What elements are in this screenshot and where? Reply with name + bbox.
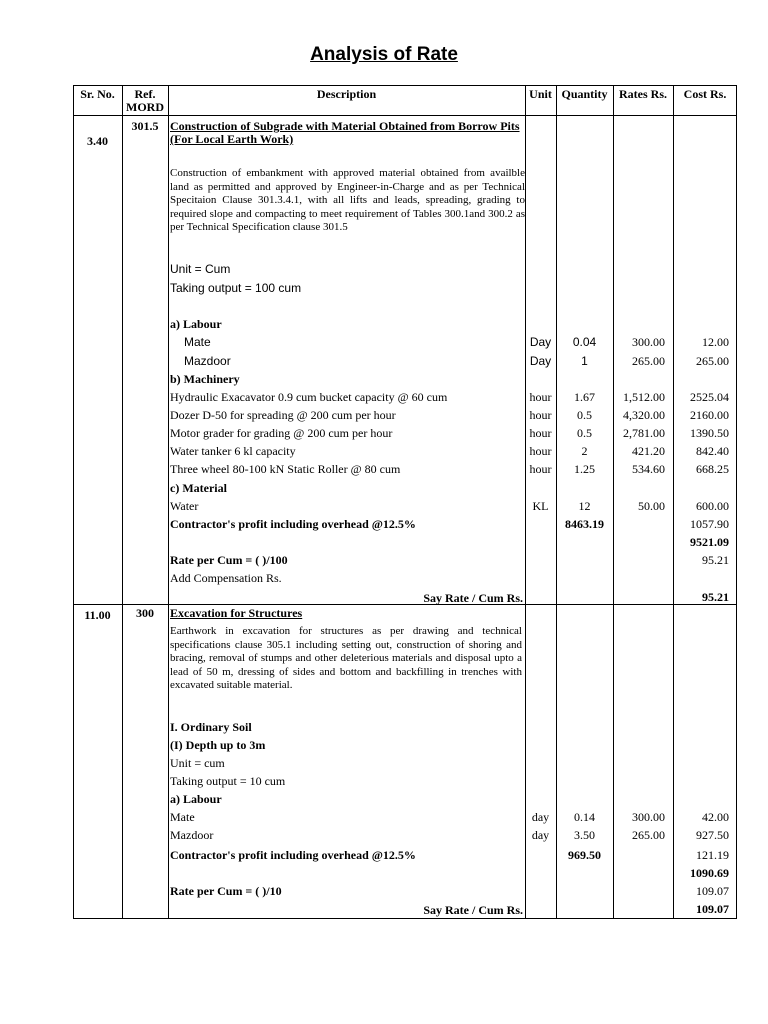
labour-heading: a) Labour <box>170 317 222 331</box>
list-item: Motor grader for grading @ 200 cum per hour <box>170 426 393 440</box>
output-line: Taking output = 100 cum <box>170 281 302 295</box>
unit-line: Unit = Cum <box>170 262 231 276</box>
cost-cell: 927.50 <box>696 828 729 842</box>
total-value: 9521.09 <box>690 535 729 549</box>
rate-formula: Rate per Cum = ( )/10 <box>170 884 282 898</box>
unit-cell: hour <box>529 426 552 440</box>
unit-cell: hour <box>529 408 552 422</box>
item-ref: 301.5 <box>131 119 159 133</box>
profit-value: 1057.90 <box>690 517 729 531</box>
item-ref: 300 <box>136 606 154 620</box>
rate-cell: 50.00 <box>638 499 665 513</box>
say-rate-value: 109.07 <box>696 902 729 916</box>
rate-cell: 421.20 <box>632 444 665 458</box>
cost-cell: 668.25 <box>696 462 729 476</box>
item-heading: Construction of Subgrade with Material Obtained from Borrow Pits (For Local Earth Work) <box>170 119 520 146</box>
header-description: Description <box>316 87 377 101</box>
cost-cell: 42.00 <box>702 810 729 824</box>
item-sr-no: 3.40 <box>87 134 108 148</box>
quantity-cell: 0.5 <box>577 408 592 422</box>
profit-value: 121.19 <box>696 848 729 862</box>
unit-line: Unit = cum <box>170 756 225 770</box>
rate-cell: 300.00 <box>632 335 665 349</box>
cost-cell: 1390.50 <box>690 426 729 440</box>
soil-heading: I. Ordinary Soil <box>170 720 252 734</box>
quantity-cell: 1.25 <box>574 462 595 476</box>
header-sr-no: Sr. No. <box>80 87 115 101</box>
labour-heading: a) Labour <box>170 792 222 806</box>
list-item: Mate <box>184 335 211 349</box>
output-line: Taking output = 10 cum <box>170 774 286 788</box>
unit-cell: KL <box>532 499 549 513</box>
cost-cell: 265.00 <box>696 354 729 368</box>
quantity-cell: 1.67 <box>574 390 595 404</box>
quantity-cell: 12 <box>578 499 591 513</box>
list-item: Water <box>170 499 199 513</box>
header-quantity: Quantity <box>561 87 608 101</box>
unit-cell: hour <box>529 390 552 404</box>
unit-cell: day <box>531 810 550 824</box>
column-divider <box>122 85 123 919</box>
rate-cell: 265.00 <box>632 828 665 842</box>
list-item: Water tanker 6 kl capacity <box>170 444 296 458</box>
say-rate-label: Say Rate / Cum Rs. <box>423 591 523 605</box>
item-sr-no: 11.00 <box>84 608 111 622</box>
unit-cell: day <box>531 828 550 842</box>
list-item: Mate <box>170 810 195 824</box>
quantity-cell: 2 <box>581 444 588 458</box>
item-specification: Construction of embankment with approved material obtained from availble land as permitted and approved by Engineer-in-Charge and as per Technical Specitaion Clause 301.3.4.1, with all lifts and leads, spreading, grading to required slope and compacting to meet requirement of Tables 300.1and 300.2 as per Technical Specification clause 301.5 <box>170 167 525 234</box>
header-rates: Rates Rs. <box>619 87 667 101</box>
document-title: Analysis of Rate <box>310 44 458 65</box>
quantity-cell: 0.5 <box>577 426 592 440</box>
unit-cell: hour <box>529 462 552 476</box>
column-divider <box>168 85 169 919</box>
cost-cell: 842.40 <box>696 444 729 458</box>
list-item: Hydraulic Exacavator 0.9 cum bucket capacity @ 60 cum <box>170 390 448 404</box>
header-cost: Cost Rs. <box>683 87 727 101</box>
say-rate-value: 95.21 <box>702 590 729 604</box>
quantity-cell: 3.50 <box>574 828 595 842</box>
unit-cell: Day <box>529 335 552 349</box>
rate-cell: 300.00 <box>632 810 665 824</box>
cost-cell: 2160.00 <box>690 408 729 422</box>
cost-cell: 600.00 <box>696 499 729 513</box>
rate-value: 95.21 <box>702 553 729 567</box>
cost-cell: 12.00 <box>702 335 729 349</box>
machinery-heading: b) Machinery <box>170 372 240 386</box>
compensation-label: Add Compensation Rs. <box>170 571 282 585</box>
material-heading: c) Material <box>170 481 227 495</box>
rate-cell: 265.00 <box>632 354 665 368</box>
rate-cell: 1,512.00 <box>623 390 665 404</box>
rate-cell: 4,320.00 <box>623 408 665 422</box>
item-heading: Excavation for Structures <box>170 606 303 620</box>
cost-cell: 2525.04 <box>690 390 729 404</box>
header-ref: Ref. MORD <box>126 87 164 114</box>
quantity-cell: 1 <box>581 354 588 368</box>
subtotal-value: 969.50 <box>568 848 601 862</box>
quantity-cell: 0.14 <box>574 810 595 824</box>
say-rate-label: Say Rate / Cum Rs. <box>423 903 523 917</box>
rate-cell: 534.60 <box>632 462 665 476</box>
unit-cell: hour <box>529 444 552 458</box>
total-value: 1090.69 <box>690 866 729 880</box>
unit-cell: Day <box>529 354 552 368</box>
quantity-cell: 0.04 <box>572 335 597 349</box>
rate-value: 109.07 <box>696 884 729 898</box>
list-item: Mazdoor <box>184 354 231 368</box>
rate-analysis-table <box>73 85 737 919</box>
rate-formula: Rate per Cum = ( )/100 <box>170 553 288 567</box>
rate-cell: 2,781.00 <box>623 426 665 440</box>
list-item: Three wheel 80-100 kN Static Roller @ 80 cum <box>170 462 401 476</box>
profit-label: Contractor's profit including overhead @12.5% <box>170 517 416 531</box>
header-divider <box>73 115 737 116</box>
item-specification: Earthwork in excavation for structures as per drawing and technical specifications clause 305.1 including setting out, construction of shoring and bracing, removal of stumps and other deleterious materials and disposal upto a lead of 50 m, dressing of sides and bottom and backfilling in trenches with excavated suitable material. <box>170 625 522 691</box>
list-item: Dozer D-50 for spreading @ 200 cum per hour <box>170 408 396 422</box>
profit-label: Contractor's profit including overhead @12.5% <box>170 848 416 862</box>
list-item: Mazdoor <box>170 828 214 842</box>
subtotal-value: 8463.19 <box>565 517 604 531</box>
header-unit: Unit <box>529 87 552 101</box>
depth-heading: (I) Depth up to 3m <box>170 738 266 752</box>
